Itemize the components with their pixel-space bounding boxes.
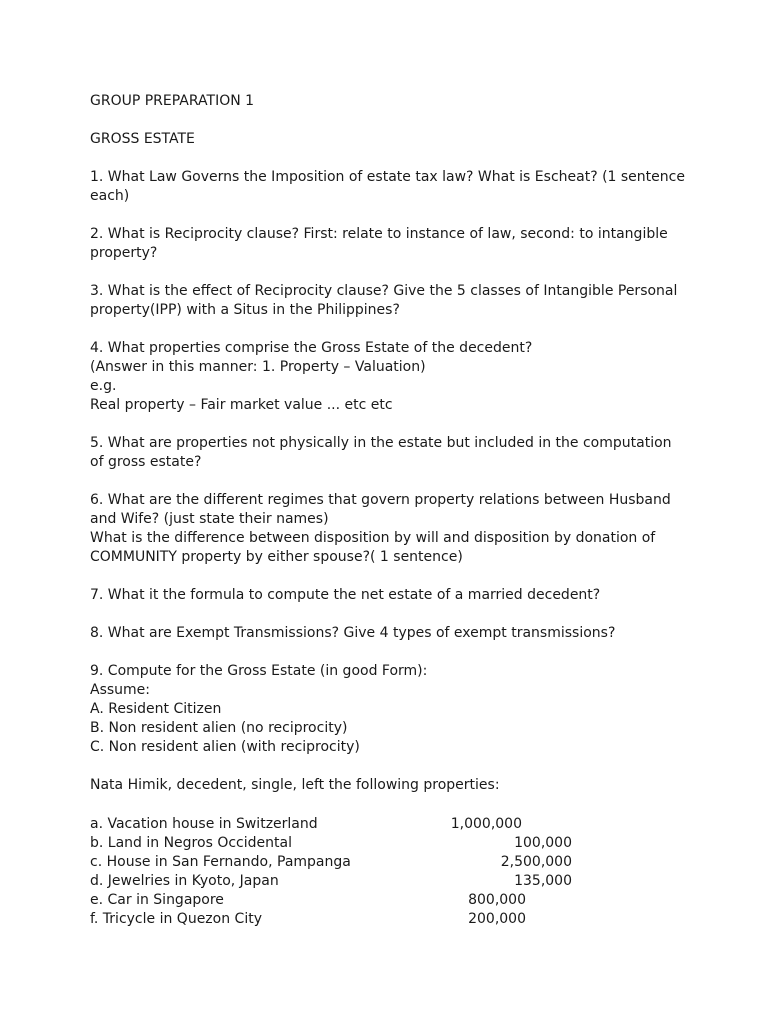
question-1-line-2: each) [90,188,130,204]
property-amount: 100,000 [514,835,572,851]
property-amount: 800,000 [468,892,526,908]
question-3-line-2: property(IPP) with a Situs in the Philippines? [90,302,400,318]
question-6-line-4: COMMUNITY property by either spouse?( 1 sentence) [90,549,463,565]
question-9-line-4: B. Non resident alien (no reciprocity) [90,720,348,736]
question-4-line-2: (Answer in this manner: 1. Property – Valuation) [90,359,426,375]
question-9-line-2: Assume: [90,682,151,698]
question-5-line-2: of gross estate? [90,454,202,470]
question-4-line-3: e.g. [90,378,117,394]
document-heading: GROUP PREPARATION 1 [90,93,255,109]
question-7-line-1: 7. What it the formula to compute the net estate of a married decedent? [90,587,601,603]
question-3-line-1: 3. What is the effect of Reciprocity clause? Give the 5 classes of Intangible Personal [90,283,678,299]
property-amount: 135,000 [514,873,572,889]
question-1-line-1: 1. What Law Governs the Imposition of estate tax law? What is Escheat? (1 sentence [90,169,685,185]
property-label: b. Land in Negros Occidental [90,835,292,851]
question-6-line-3: What is the difference between disposition by will and disposition by donation of [90,530,656,546]
property-label: d. Jewelries in Kyoto, Japan [90,873,279,889]
question-6-line-2: and Wife? (just state their names) [90,511,329,527]
properties-intro: Nata Himik, decedent, single, left the following properties: [90,777,500,793]
property-label: a. Vacation house in Switzerland [90,816,318,832]
question-4-line-1: 4. What properties comprise the Gross Estate of the decedent? [90,340,533,356]
question-5-line-1: 5. What are properties not physically in the estate but included in the computation [90,435,672,451]
question-8-line-1: 8. What are Exempt Transmissions? Give 4 types of exempt transmissions? [90,625,616,641]
section-title: GROSS ESTATE [90,131,195,147]
property-label: c. House in San Fernando, Pampanga [90,854,351,870]
question-2-line-2: property? [90,245,158,261]
property-amount: 2,500,000 [500,854,572,870]
property-amount: 1,000,000 [450,816,522,832]
property-label: f. Tricycle in Quezon City [90,911,262,927]
property-label: e. Car in Singapore [90,892,224,908]
property-amount: 200,000 [468,911,526,927]
question-2-line-1: 2. What is Reciprocity clause? First: relate to instance of law, second: to intangible [90,226,668,242]
question-9-line-5: C. Non resident alien (with reciprocity) [90,739,360,755]
question-9-line-1: 9. Compute for the Gross Estate (in good Form): [90,663,428,679]
question-4-line-4: Real property – Fair market value ... etc etc [90,397,393,413]
question-9-line-3: A. Resident Citizen [90,701,222,717]
question-6-line-1: 6. What are the different regimes that govern property relations between Husband [90,492,671,508]
